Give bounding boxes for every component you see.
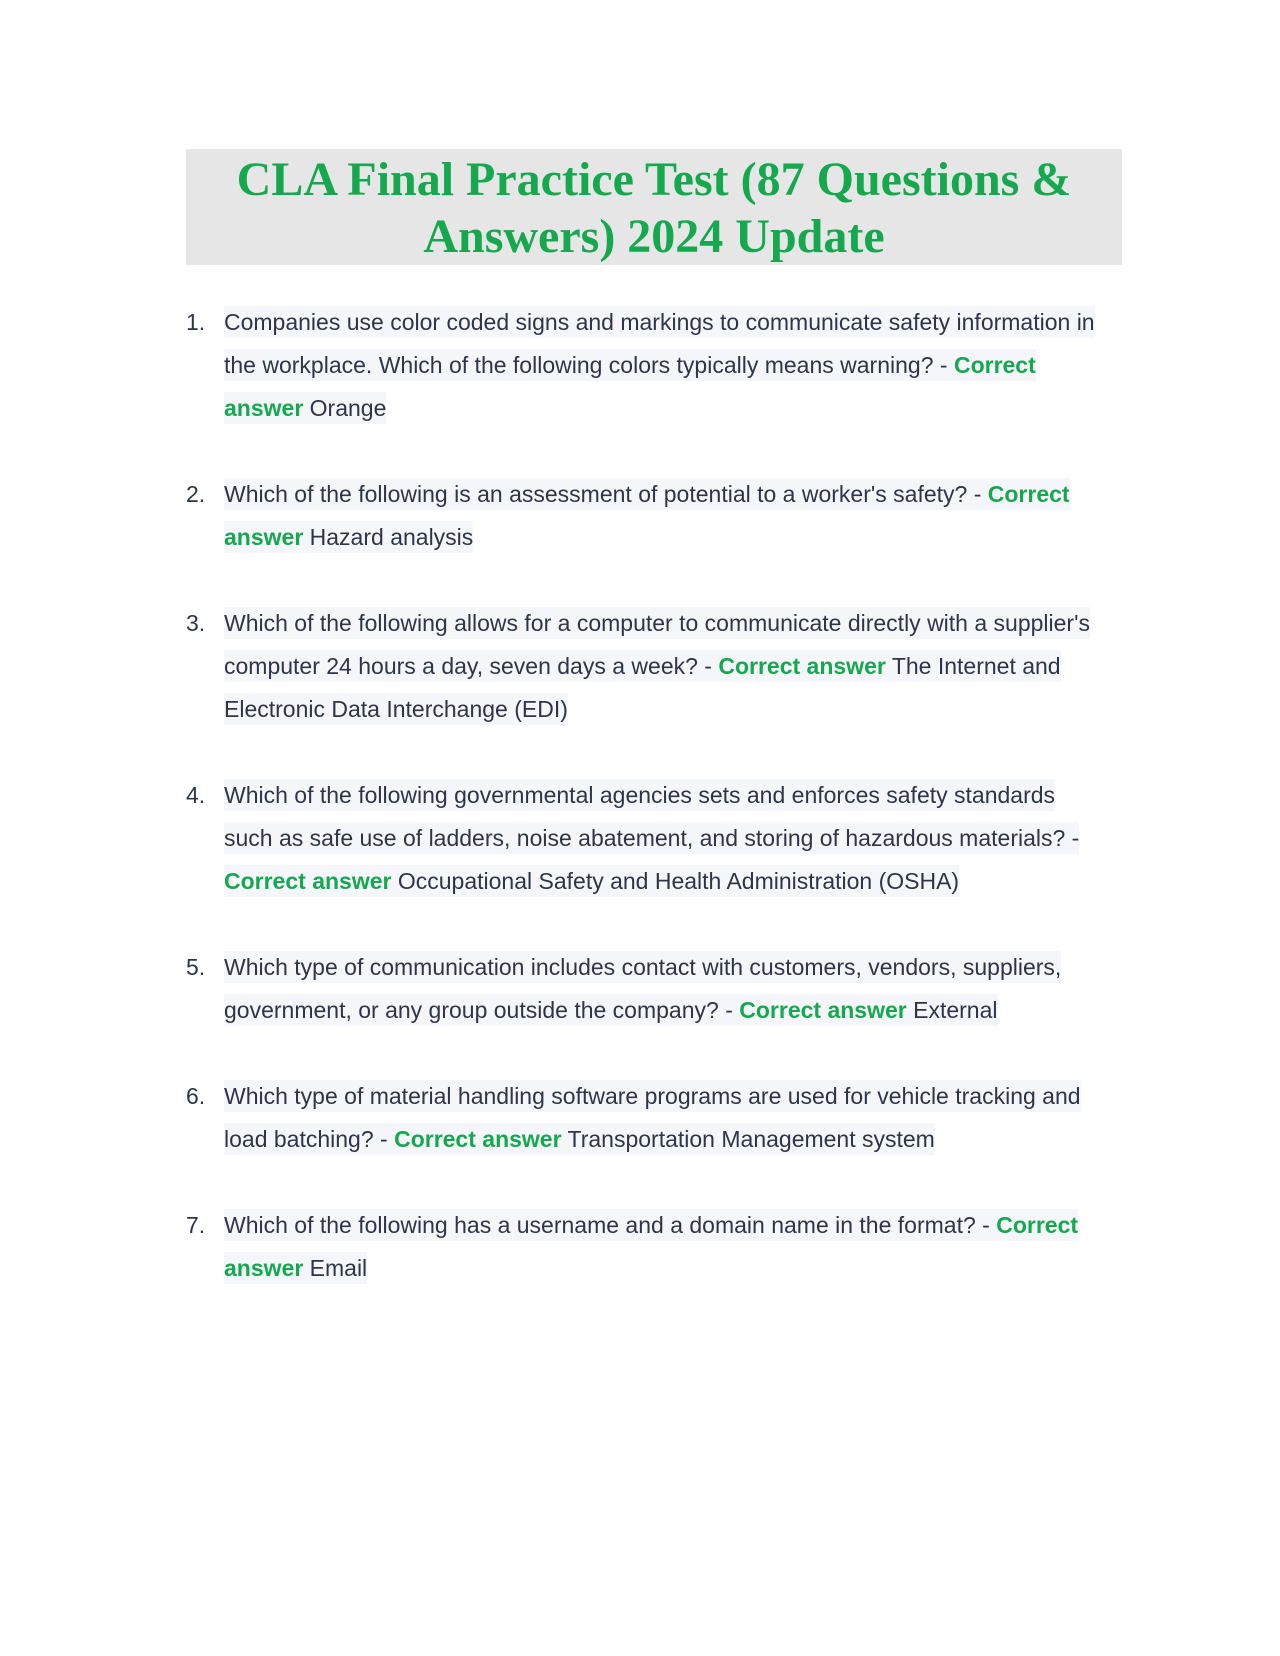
question-text: Which type of material handling software programs are used for vehicle tracking and load batching? [224,1083,1081,1152]
question-number: 1. [186,309,206,335]
separator: - [1065,825,1080,851]
correct-answer-label: Correct answer [224,1212,1079,1281]
question-text: Which type of communication includes contact with customers, vendors, suppliers, government, or any group outside the company? [224,954,1062,1023]
question-number: 5. [186,954,206,980]
answer-text: Hazard analysis [309,524,474,550]
answer-text: Occupational Safety and Health Administration (OSHA) [397,868,960,894]
separator: - [975,1212,997,1238]
answer-text: Transportation Management system [567,1126,935,1152]
question-text: Companies use color coded signs and markings to communicate safety information in the workplace. Which of the following colors typically means warning? [224,309,1095,378]
question-item-1 [186,301,1106,430]
question-number: 3. [186,610,206,636]
separator: - [967,481,988,507]
question-item-4 [186,774,1106,903]
question-number: 7. [186,1212,206,1238]
question-text-block [224,478,1070,553]
answer-text: Orange [309,395,387,421]
correct-answer-label: Correct answer [394,1126,562,1152]
correct-answer-label: Correct answer [224,481,1070,550]
question-number: 6. [186,1083,206,1109]
question-item-2 [186,473,1106,559]
question-item-3 [186,602,1106,731]
answer-text: Email [309,1255,368,1281]
separator: - [718,997,740,1023]
question-text-block [224,607,1090,725]
question-text-block [224,779,1079,897]
separator: - [933,352,954,378]
correct-answer-label: Correct answer [739,997,907,1023]
question-item-6 [186,1075,1106,1161]
question-text: Which of the following governmental agencies sets and enforces safety standards such as safe use of ladders, noise abatement, and storing of hazardous materials? [224,782,1066,851]
document-title: CLA Final Practice Test (87 Questions & Answers) 2024 Update [236,153,1072,263]
question-number: 4. [186,782,206,808]
correct-answer-label: Correct answer [224,352,1036,421]
question-text-block [224,1209,1078,1284]
question-item-7 [186,1204,1106,1290]
correct-answer-label: Correct answer [224,868,392,894]
question-text: Which of the following is an assessment of potential to a worker's safety? [224,481,968,507]
question-text: Which of the following allows for a computer to communicate directly with a supplier's computer 24 hours a day, seven days a week? [224,610,1090,679]
answer-text: External [913,997,998,1023]
answer-text: The Internet and Electronic Data Interchange (EDI) [224,653,1061,722]
question-number: 2. [186,481,206,507]
question-text: Which of the following has a username and a domain name in the format? [224,1212,976,1238]
separator: - [697,653,719,679]
title-banner [186,149,1122,265]
question-text-block [224,306,1095,424]
separator: - [373,1126,395,1152]
correct-answer-label: Correct answer [718,653,886,679]
question-text-block [224,1080,1081,1155]
question-text-block [224,951,1061,1026]
question-list [186,301,1106,1333]
question-item-5 [186,946,1106,1032]
